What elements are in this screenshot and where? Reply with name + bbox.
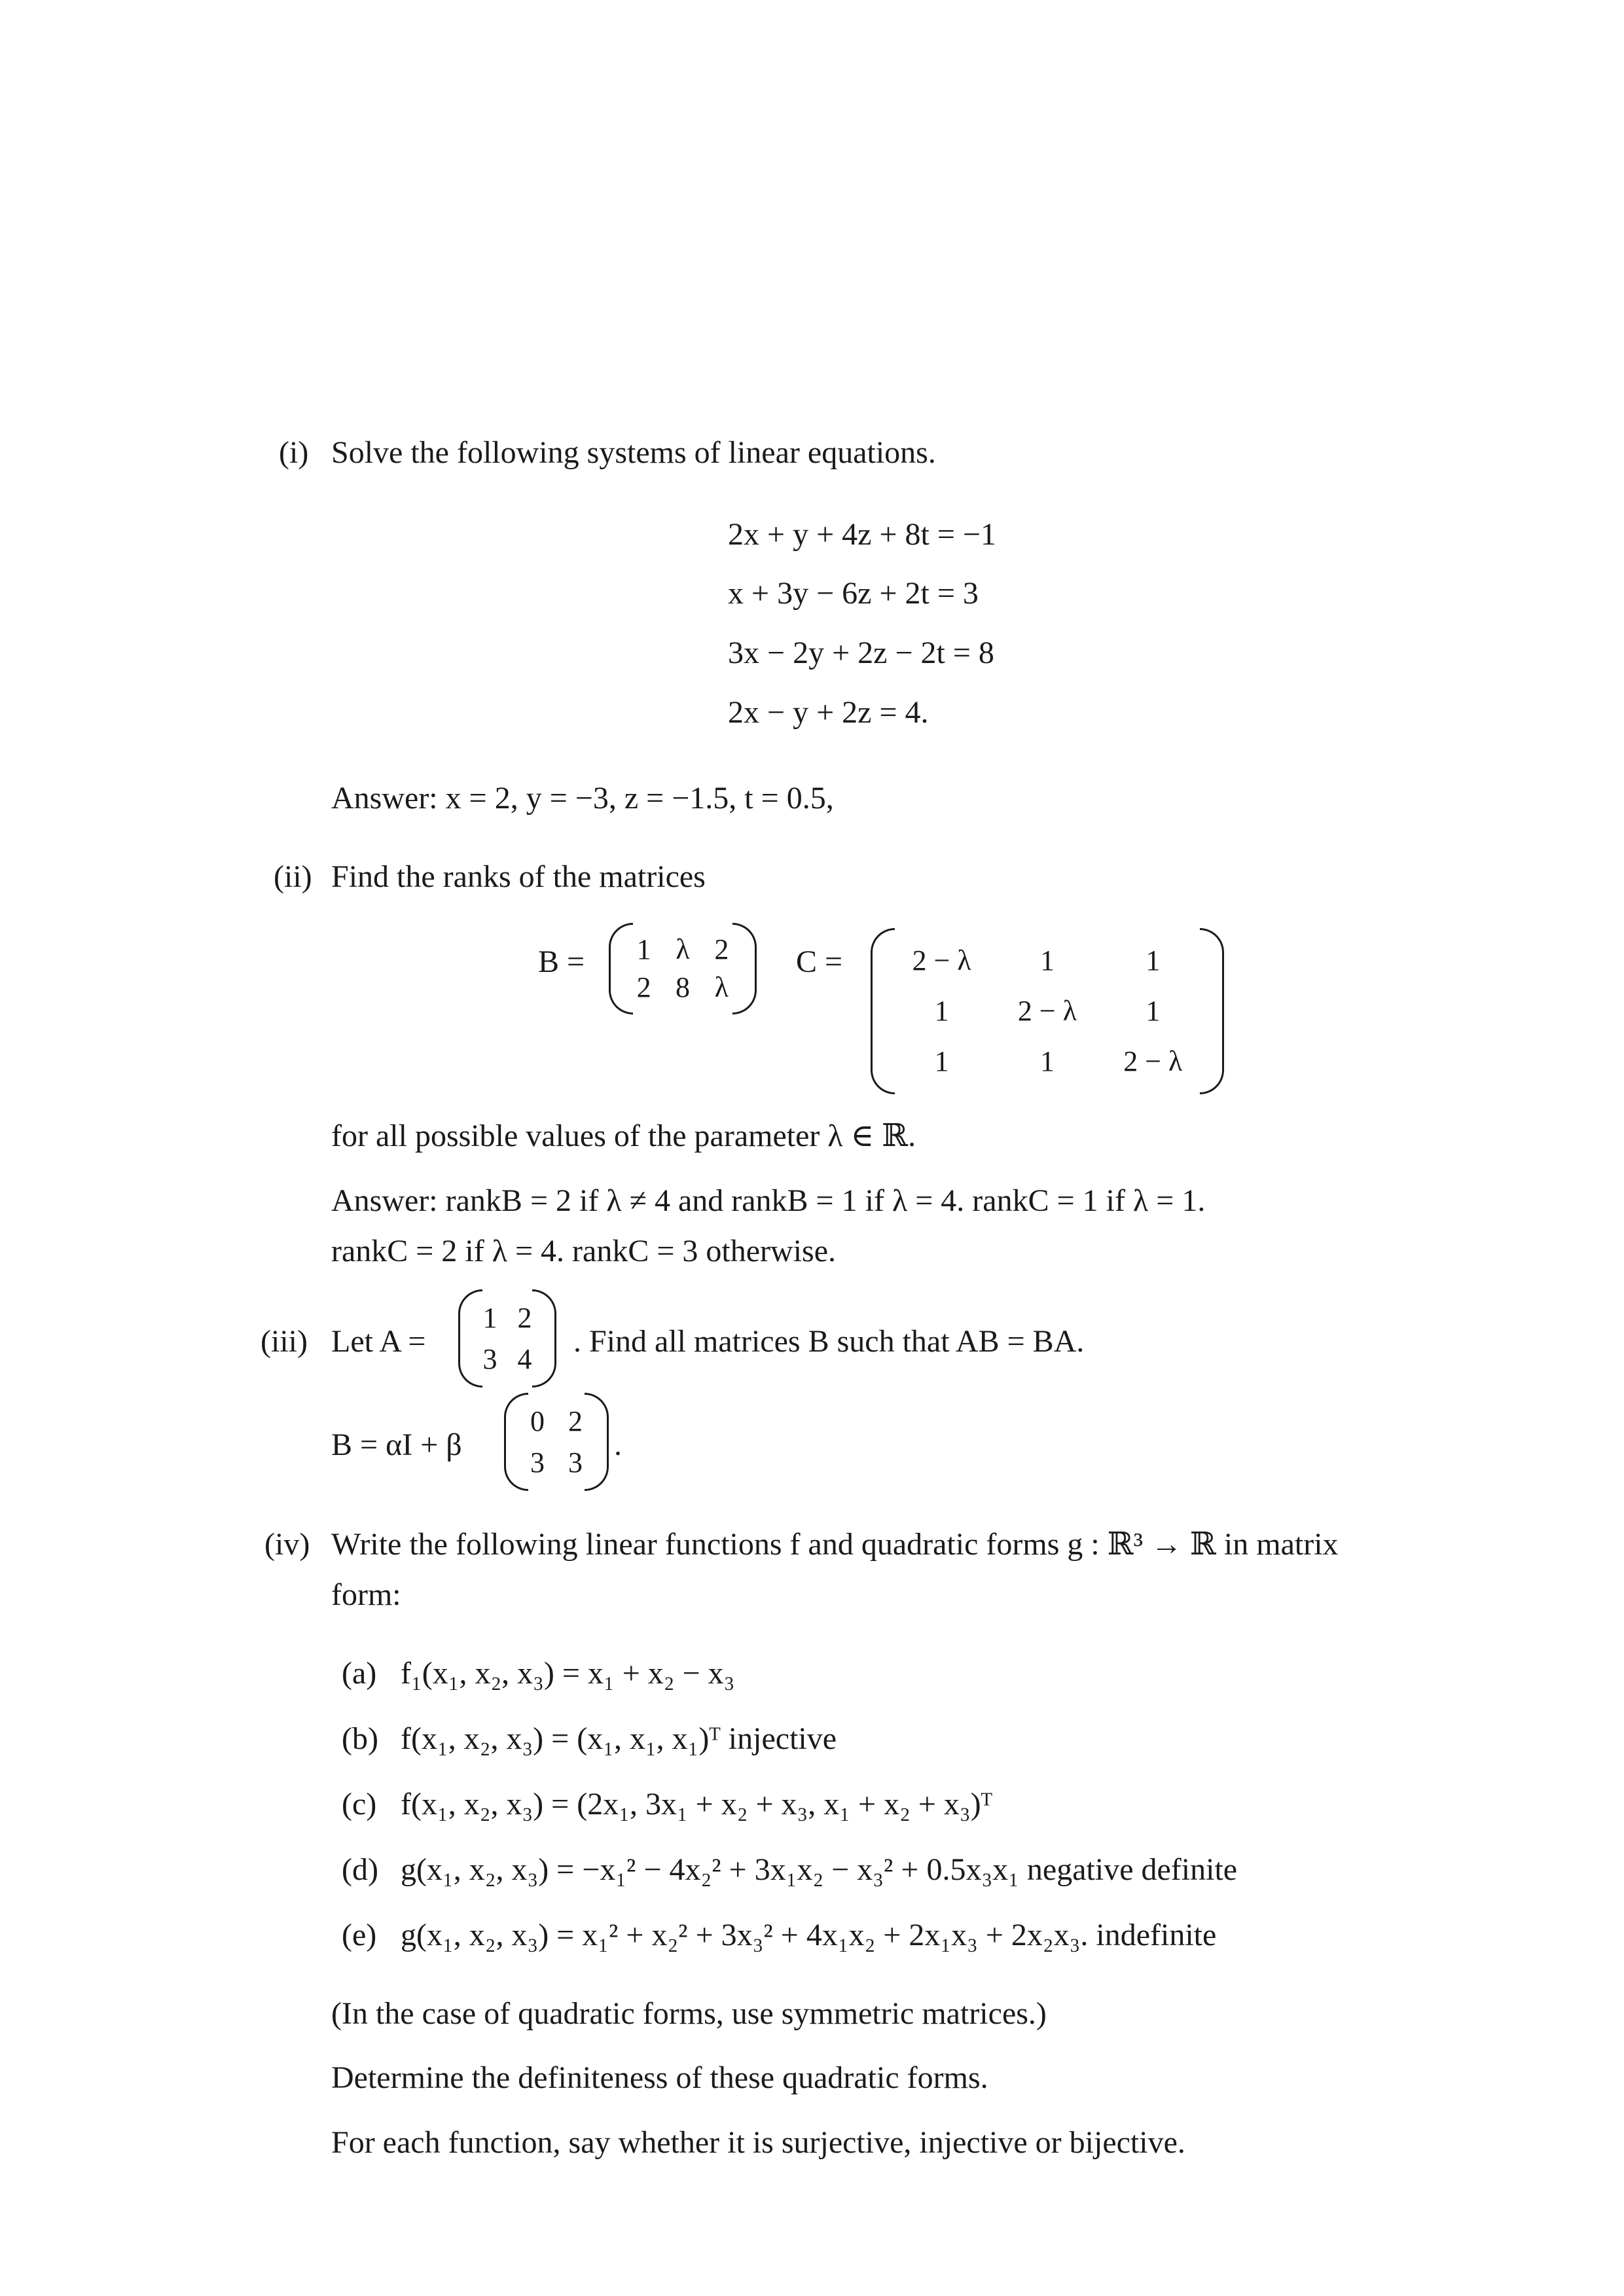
answer-matrix-cell: 3: [568, 1446, 583, 1479]
matrix-c-cell: 2 − λ: [1123, 1045, 1183, 1077]
matrix-a: [458, 1289, 556, 1388]
item-b-label: (b): [342, 1721, 378, 1756]
matrix-b: [609, 923, 757, 1014]
part-iv-instruction-2: For each function, say whether it is surjective, injective or bijective.: [331, 2125, 1185, 2160]
item-d-text: g(x₁, x₂, x₃) = −x₁² − 4x₂² + 3x₁x₂ − x₃² + 0.5x₃x₁ negative definite: [401, 1852, 1238, 1887]
item-e-text: g(x₁, x₂, x₃) = x₁² + x₂² + 3x₃² + 4x₁x₂ + 2x₁x₃ + 2x₂x₃. indefinite: [401, 1918, 1217, 1952]
matrix-a-cell: 3: [482, 1342, 497, 1375]
matrix-a-cell: 2: [517, 1301, 532, 1334]
matrix-b-cell: 8: [675, 971, 690, 1003]
matrix-c: [871, 928, 1224, 1094]
part-iv-label: (iv): [264, 1527, 310, 1562]
item-e-label: (e): [342, 1918, 377, 1952]
part-iii-label: (iii): [261, 1324, 308, 1359]
matrix-c-cell: 1: [934, 1045, 949, 1077]
equation-4: 2x − y + 2z = 4.: [728, 695, 929, 730]
item-c-label: (c): [342, 1787, 377, 1821]
item-a-label: (a): [342, 1656, 377, 1691]
matrix-c-cell: 1: [1039, 1045, 1055, 1077]
matrix-b-cell: 2: [636, 971, 651, 1003]
item-d-label: (d): [342, 1852, 378, 1887]
part-iii-answer-prefix: B = αI + β: [331, 1427, 462, 1462]
part-ii-label: (ii): [274, 859, 312, 894]
part-iii-prompt: . Find all matrices B such that AB = BA.: [573, 1324, 1085, 1359]
answer-matrix-cell: 3: [530, 1446, 545, 1479]
part-iii-answer-suffix: .: [614, 1427, 622, 1462]
matrix-a-cell: 1: [482, 1301, 497, 1334]
matrix-b-cell: 2: [714, 933, 729, 965]
matrix-b-cell: 1: [636, 933, 651, 965]
answer-matrix-cell: 2: [568, 1405, 583, 1437]
part-i-prompt: Solve the following systems of linear equations.: [331, 435, 936, 470]
matrix-a-cell: 4: [517, 1342, 532, 1375]
matrix-b-name: B =: [538, 944, 585, 979]
part-i-answer: Answer: x = 2, y = −3, z = −1.5, t = 0.5,: [331, 781, 834, 816]
part-i-label: (i): [279, 435, 309, 470]
item-b-text: f(x₁, x₂, x₃) = (x₁, x₁, x₁)ᵀ injective: [401, 1721, 837, 1756]
item-a-text: f₁(x₁, x₂, x₃) = x₁ + x₂ − x₃: [401, 1656, 735, 1691]
part-iv-prompt-line-1: Write the following linear functions f and quadratic forms g : ℝ³ → ℝ in matrix: [331, 1527, 1339, 1562]
answer-matrix-cell: 0: [530, 1405, 545, 1437]
part-ii-param-text: for all possible values of the parameter λ ∈ ℝ.: [331, 1119, 916, 1153]
part-iv-instruction-1: Determine the definiteness of these quadratic forms.: [331, 2060, 988, 2095]
matrix-c-name: C =: [796, 944, 843, 979]
matrix-c-cell: 1: [934, 994, 949, 1027]
part-iii-answer-matrix: [504, 1393, 609, 1491]
matrix-c-cell: 1: [1146, 944, 1161, 977]
part-ii-answer-line-1: Answer: rankB = 2 if λ ≠ 4 and rankB = 1 if λ = 4. rankC = 1 if λ = 1.: [331, 1183, 1206, 1218]
matrix-b-cell: λ: [714, 971, 729, 1003]
matrix-b-cell: λ: [676, 933, 690, 965]
equation-1: 2x + y + 4z + 8t = −1: [728, 517, 996, 552]
equation-3: 3x − 2y + 2z − 2t = 8: [728, 636, 994, 670]
part-iv-note: (In the case of quadratic forms, use symmetric matrices.): [331, 1996, 1047, 2031]
item-c-text: f(x₁, x₂, x₃) = (2x₁, 3x₁ + x₂ + x₃, x₁ + x₂ + x₃)ᵀ: [401, 1787, 993, 1821]
part-iv-prompt-line-2: form:: [331, 1577, 401, 1612]
equation-2: x + 3y − 6z + 2t = 3: [728, 576, 979, 611]
matrix-c-cell: 2 − λ: [912, 944, 971, 977]
part-iii-let-text: Let A =: [331, 1324, 426, 1359]
matrix-c-cell: 2 − λ: [1017, 994, 1077, 1027]
part-ii-prompt: Find the ranks of the matrices: [331, 859, 706, 894]
matrix-c-cell: 1: [1146, 994, 1161, 1027]
matrix-c-cell: 1: [1039, 944, 1055, 977]
part-ii-answer-line-2: rankC = 2 if λ = 4. rankC = 3 otherwise.: [331, 1234, 837, 1268]
